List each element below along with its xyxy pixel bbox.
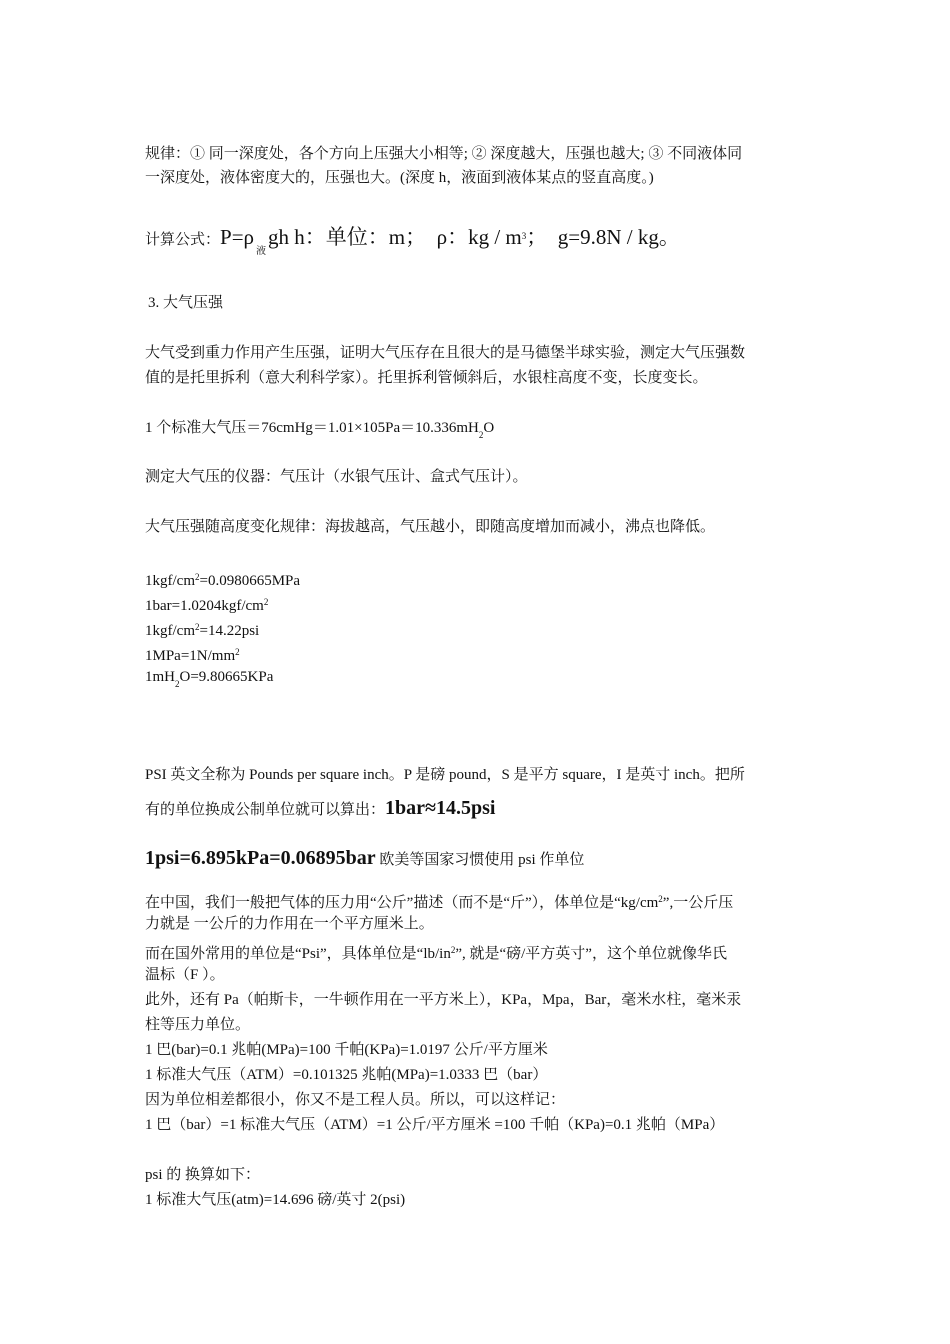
psi-line-2 [145,798,495,820]
conv4-text: 1MPa=1N/mm [145,648,236,664]
psi-bar-highlight: 1bar≈14.5psi [385,797,496,819]
formula-label: 计算公式： [145,232,221,248]
conv1-text: 1kgf/cm [145,573,195,589]
formula-gravity: ； g=9.8N / kg。 [526,225,680,249]
psi-kpa-highlight: 1psi=6.895kPa=0.06895bar [145,847,376,869]
conv5-value: O=9.80665KPa [179,669,274,685]
atm-line-1: 大气受到重力作用产生压强，证明大气压存在且很大的是马德堡半球实验，测定大气压强数 [145,345,746,361]
psi-conversion-title: psi 的 换算如下： [145,1167,261,1183]
conversion-2 [145,592,268,616]
equivalence-1: 1 巴(bar)=0.1 兆帕(MPa)=100 千帕(KPa)=1.0197 公斤/平方厘米 [145,1042,548,1058]
foreign-line-1 [145,940,727,964]
conv2-text: 1bar=1.0204kgf/cm [145,598,264,614]
altitude-line: 大气压强随高度变化规律：海拔越高，气压越小，即随高度增加而减小，沸点也降低。 [145,519,716,535]
instrument-line: 测定大气压的仪器：气压计（水银气压计、盒式气压计）。 [145,469,528,485]
formula-units: gh h：单位：m； ρ：kg / m [268,225,522,249]
psi-line-1: PSI 英文全称为 Pounds per square inch。P 是磅 pound，S 是平方 square，I 是英寸 inch。把所 [145,767,745,783]
psi-line-2-text: 有的单位换成公制单位就可以算出： [145,802,386,818]
std-atm-text-end: O [483,420,495,436]
conversion-1 [145,567,300,591]
formula-cube: 3 [521,231,527,241]
psi-line-3 [145,848,584,870]
conversion-4 [145,642,240,666]
conv2-sup: 2 [263,597,269,607]
psi-conversion-1: 1 标准大气压(atm)=14.696 磅/英寸 2(psi) [145,1192,406,1208]
china-sup: 2 [658,894,663,904]
conv3-text: 1kgf/cm [145,623,195,639]
conversion-5 [145,667,273,694]
conv5-text: 1mH [145,669,175,685]
conversion-3 [145,617,259,641]
std-atm-subscript: 2 [478,430,484,440]
rule-line-2: 一深度处，液体密度大的，压强也大。(深度 h，液面到液体某点的竖直高度。) [145,170,654,186]
rule-line-1: 规律：① 同一深度处，各个方向上压强大小相等; ② 深度越大，压强也越大; ③ 不同液体同 [145,146,743,162]
conv1-sup: 2 [195,572,200,582]
foreign-sup: 2 [450,945,456,955]
std-atm-text: 1 个标准大气压＝76cmHg＝1.01×105Pa＝10.336mH [145,420,479,436]
equivalence-2: 1 标准大气压（ATM）=0.101325 兆帕(MPa)=1.0333 巴（bar） [145,1067,548,1083]
formula-line [145,226,680,262]
conv3-value: =14.22psi [199,623,260,639]
foreign-text-end: ”, 就是“磅/平方英寸”，这个单位就像华氏 [455,946,727,962]
china-line-2: 力就是 一公斤的力作用在一个平方厘米上。 [145,916,434,932]
china-line-1 [145,889,733,913]
formula-liquid-subscript: 液 [256,246,267,257]
conv4-sup: 2 [235,647,240,657]
pa-line-2: 柱等压力单位。 [145,1017,251,1033]
conv1-value: =0.0980665MPa [199,573,301,589]
equivalence-4: 1 巴（bar）=1 标准大气压（ATM）=1 公斤/平方厘米 =100 千帕（KPa)=0.1 兆帕（MPa） [145,1117,725,1133]
china-text-end: ”,一公斤压 [662,895,734,911]
equivalence-3: 因为单位相差都很小，你又不是工程人员。所以，可以这样记： [145,1092,566,1108]
std-atm-line [145,418,494,445]
conv5-subscript: 2 [175,679,180,689]
conv3-sup: 2 [195,622,200,632]
section-heading-3: 3. 大气压强 [148,295,224,311]
psi-usage-note: 欧美等国家习惯使用 psi 作单位 [379,852,585,868]
foreign-text: 而在国外常用的单位是“Psi”，具体单位是“lb/in [145,946,451,962]
formula-p: P=ρ [220,225,255,249]
pa-line-1: 此外，还有 Pa（帕斯卡，一牛顿作用在一平方米上），KPa，Mpa，Bar，毫米水柱，毫米汞 [145,992,742,1008]
foreign-line-2: 温标（F ）。 [145,967,225,983]
china-text: 在中国，我们一般把气体的压力用“公斤”描述（而不是“斤”），体单位是“kg/cm [145,895,659,911]
atm-line-2: 值的是托里拆利（意大利科学家）。托里拆利管倾斜后，水银柱高度不变，长度变长。 [145,370,708,386]
